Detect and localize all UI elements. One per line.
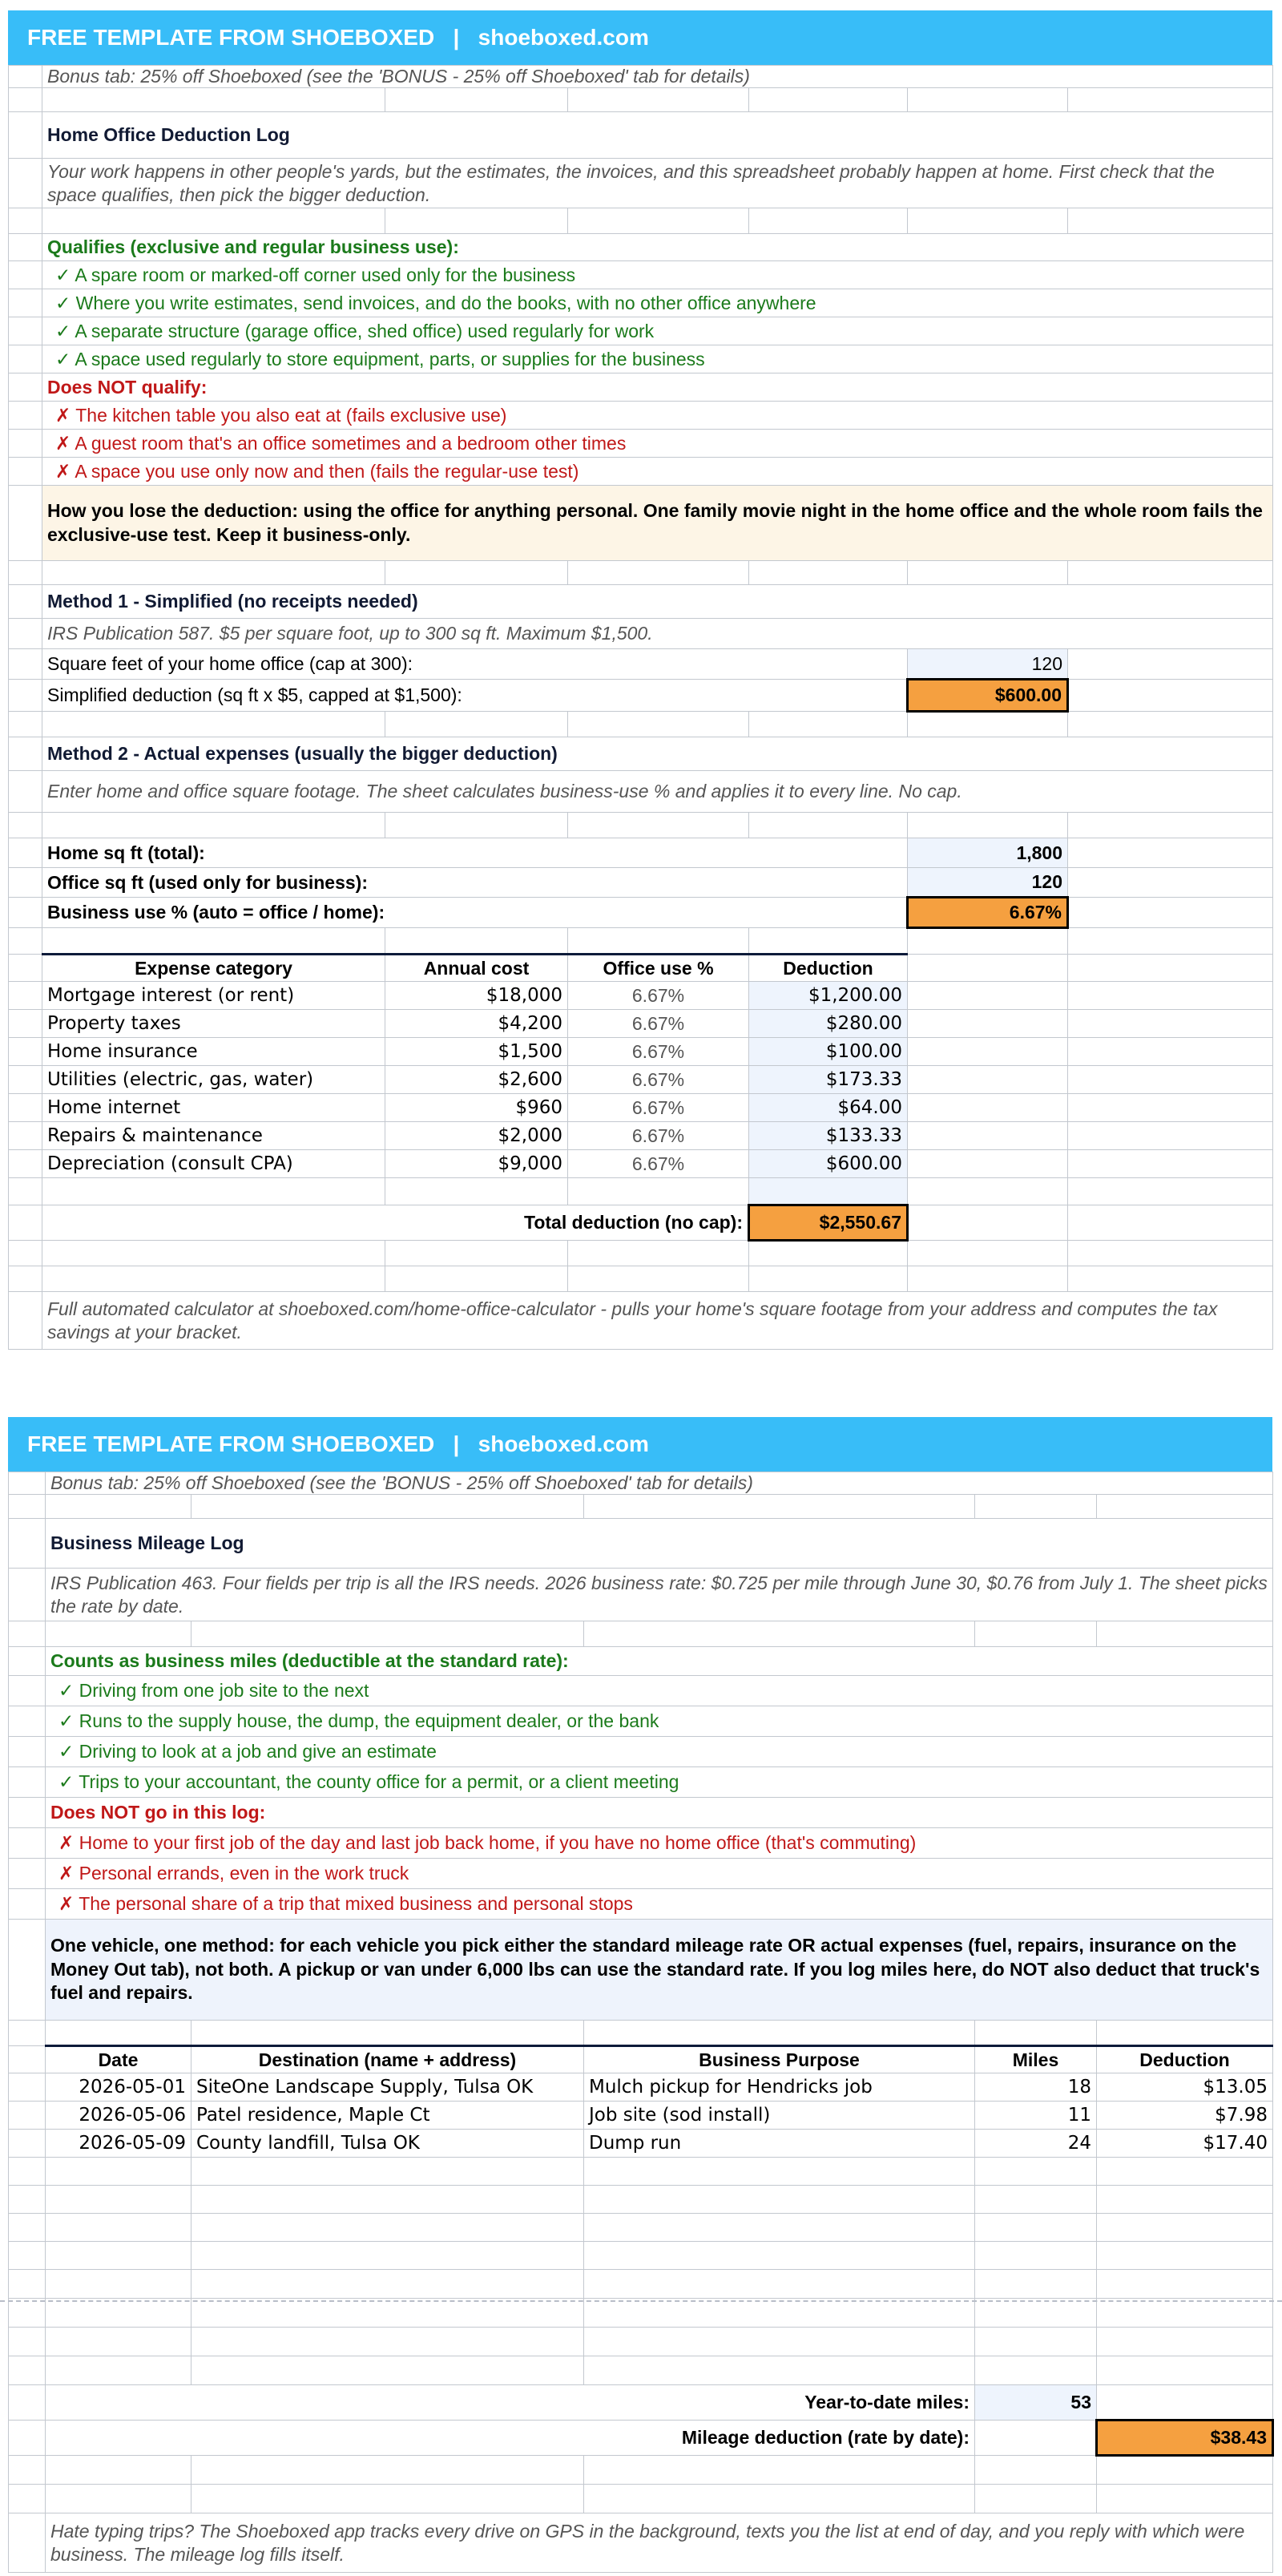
page-title: Business Mileage Log <box>46 1519 1273 1569</box>
office-use-percent: 6.67% <box>568 1122 749 1150</box>
column-header: Date <box>46 2046 191 2073</box>
ytd-miles-label: Year-to-date miles: <box>46 2385 975 2421</box>
trip-deduction: $7.98 <box>1097 2102 1273 2130</box>
table-row <box>9 1094 1273 1122</box>
home-sqft-label: Home sq ft (total): <box>42 838 908 868</box>
trip-purpose[interactable]: Mulch pickup for Hendricks job <box>584 2073 975 2102</box>
not-counts-item: ✗ Home to your first job of the day and last job back home, if you have no home office (that's commuting) <box>46 1828 1273 1859</box>
column-header: Business Purpose <box>584 2046 975 2073</box>
sqft-label: Square feet of your home office (cap at 300): <box>42 649 908 680</box>
counts-item: ✓ Driving from one job site to the next <box>46 1676 1273 1706</box>
trip-destination[interactable]: County landfill, Tulsa OK <box>191 2130 584 2158</box>
annual-cost[interactable]: $9,000 <box>385 1150 568 1178</box>
expense-deduction: $133.33 <box>749 1122 908 1150</box>
page-title: Home Office Deduction Log <box>42 112 1273 159</box>
counts-item: ✓ Runs to the supply house, the dump, the equipment dealer, or the bank <box>46 1706 1273 1737</box>
office-use-percent: 6.67% <box>568 1150 749 1178</box>
expense-category[interactable]: Home insurance <box>42 1038 385 1066</box>
not-qualify-item: ✗ A space you use only now and then (fails the regular-use test) <box>42 458 1273 486</box>
ytd-miles-value: 53 <box>975 2385 1097 2421</box>
method2-note: Enter home and office square footage. The sheet calculates business-use % and applies it to every line. No cap. <box>42 771 1273 813</box>
annual-cost[interactable]: $960 <box>385 1094 568 1122</box>
trip-miles[interactable]: 11 <box>975 2102 1097 2130</box>
column-header: Expense category <box>42 955 385 982</box>
trip-purpose[interactable]: Dump run <box>584 2130 975 2158</box>
business-use-percent: 6.67% <box>908 898 1068 928</box>
intro-text: IRS Publication 463. Four fields per trip is all the IRS needs. 2026 business rate: $0.725 per mile through June 30, $0.76 from July 1. The sheet picks the rate by date. <box>46 1569 1273 1621</box>
template-banner: FREE TEMPLATE FROM SHOEBOXED | shoeboxed.com <box>8 10 1272 65</box>
mileage-deduction-label: Mileage deduction (rate by date): <box>46 2421 975 2456</box>
trip-destination[interactable]: SiteOne Landscape Supply, Tulsa OK <box>191 2073 584 2102</box>
office-sqft-label: Office sq ft (used only for business): <box>42 868 908 898</box>
expense-deduction: $1,200.00 <box>749 982 908 1010</box>
home-office-sheet <box>8 10 1272 1350</box>
annual-cost[interactable]: $2,600 <box>385 1066 568 1094</box>
business-use-label: Business use % (auto = office / home): <box>42 898 908 928</box>
home-office-grid <box>8 65 1273 1350</box>
footer-note: Hate typing trips? The Shoeboxed app tracks every drive on GPS in the background, texts you the list at end of day, and you reply with which were business. The mileage log fills itself. <box>46 2513 1273 2573</box>
trip-miles[interactable]: 24 <box>975 2130 1097 2158</box>
method1-note: IRS Publication 587. $5 per square foot, up to 300 sq ft. Maximum $1,500. <box>42 619 1273 649</box>
trip-deduction: $13.05 <box>1097 2073 1273 2102</box>
office-use-percent: 6.67% <box>568 982 749 1010</box>
expense-deduction: $64.00 <box>749 1094 908 1122</box>
table-row <box>9 1150 1273 1178</box>
expense-category[interactable]: Mortgage interest (or rent) <box>42 982 385 1010</box>
footer-note: Full automated calculator at shoeboxed.com/home-office-calculator - pulls your home's square footage from your address and computes the tax savings at your bracket. <box>42 1292 1273 1350</box>
total-deduction-value: $2,550.67 <box>749 1205 908 1241</box>
table-row <box>9 2073 1273 2102</box>
mileage-table-header <box>9 2046 1273 2073</box>
trip-date[interactable]: 2026-05-06 <box>46 2102 191 2130</box>
annual-cost[interactable]: $2,000 <box>385 1122 568 1150</box>
method2-heading: Method 2 - Actual expenses (usually the bigger deduction) <box>42 737 1273 771</box>
office-use-percent: 6.67% <box>568 1066 749 1094</box>
column-header: Destination (name + address) <box>191 2046 584 2073</box>
mileage-grid <box>8 1472 1274 2573</box>
table-row <box>9 1122 1273 1150</box>
expense-deduction: $100.00 <box>749 1038 908 1066</box>
annual-cost[interactable]: $4,200 <box>385 1010 568 1038</box>
not-qualify-item: ✗ A guest room that's an office sometimes and a bedroom other times <box>42 430 1273 458</box>
trip-date[interactable]: 2026-05-01 <box>46 2073 191 2102</box>
counts-heading: Counts as business miles (deductible at the standard rate): <box>46 1647 1273 1676</box>
column-header: Deduction <box>749 955 908 982</box>
expense-category[interactable]: Utilities (electric, gas, water) <box>42 1066 385 1094</box>
office-sqft-input[interactable]: 120 <box>908 868 1068 898</box>
office-sqft-input[interactable]: 120 <box>908 649 1068 680</box>
trip-deduction: $17.40 <box>1097 2130 1273 2158</box>
not-counts-item: ✗ The personal share of a trip that mixed business and personal stops <box>46 1889 1273 1920</box>
counts-item: ✓ Trips to your accountant, the county office for a permit, or a client meeting <box>46 1767 1273 1798</box>
column-header: Annual cost <box>385 955 568 982</box>
trip-date[interactable]: 2026-05-09 <box>46 2130 191 2158</box>
qualifies-item: ✓ A spare room or marked-off corner used only for the business <box>42 261 1273 289</box>
annual-cost[interactable]: $1,500 <box>385 1038 568 1066</box>
intro-text: Your work happens in other people's yards, but the estimates, the invoices, and this spreadsheet probably happen at home. First check that the space qualifies, then pick the bigger deduction. <box>42 159 1273 208</box>
expense-category[interactable]: Depreciation (consult CPA) <box>42 1150 385 1178</box>
qualifies-heading: Qualifies (exclusive and regular business use): <box>42 234 1273 261</box>
column-header: Deduction <box>1097 2046 1273 2073</box>
office-use-percent: 6.67% <box>568 1094 749 1122</box>
office-use-percent: 6.67% <box>568 1010 749 1038</box>
expense-deduction: $173.33 <box>749 1066 908 1094</box>
mileage-deduction-value: $38.43 <box>1097 2421 1273 2456</box>
not-qualify-item: ✗ The kitchen table you also eat at (fails exclusive use) <box>42 402 1273 430</box>
bonus-note: Bonus tab: 25% off Shoeboxed (see the 'BONUS - 25% off Shoeboxed' tab for details) <box>46 1472 1273 1495</box>
warning-box: One vehicle, one method: for each vehicle you pick either the standard mileage rate OR actual expenses (fuel, repairs, insurance on the Money Out tab), not both. A pickup or van under 6,000 lbs can use the standard rate. If you log miles here, do NOT also deduct that truck's fuel and repairs. <box>46 1920 1273 2021</box>
page-break-divider <box>0 2300 1282 2302</box>
home-sqft-input[interactable]: 1,800 <box>908 838 1068 868</box>
trip-miles[interactable]: 18 <box>975 2073 1097 2102</box>
counts-item: ✓ Driving to look at a job and give an estimate <box>46 1737 1273 1767</box>
total-deduction-label: Total deduction (no cap): <box>42 1205 749 1241</box>
template-banner: FREE TEMPLATE FROM SHOEBOXED | shoeboxed.com <box>8 1417 1272 1472</box>
qualifies-item: ✓ A space used regularly to store equipment, parts, or supplies for the business <box>42 345 1273 373</box>
simplified-ded-label: Simplified deduction (sq ft x $5, capped at $1,500): <box>42 680 908 712</box>
office-use-percent: 6.67% <box>568 1038 749 1066</box>
qualifies-item: ✓ Where you write estimates, send invoices, and do the books, with no other office anywhere <box>42 289 1273 317</box>
expense-category[interactable]: Repairs & maintenance <box>42 1122 385 1150</box>
not-qualify-heading: Does NOT qualify: <box>42 373 1273 402</box>
expense-deduction: $280.00 <box>749 1010 908 1038</box>
expense-table-header <box>9 955 1273 982</box>
expense-category[interactable]: Property taxes <box>42 1010 385 1038</box>
column-header: Miles <box>975 2046 1097 2073</box>
simplified-deduction-value: $600.00 <box>908 680 1068 712</box>
method1-heading: Method 1 - Simplified (no receipts needed) <box>42 585 1273 619</box>
annual-cost[interactable]: $18,000 <box>385 982 568 1010</box>
column-header: Office use % <box>568 955 749 982</box>
not-counts-item: ✗ Personal errands, even in the work truck <box>46 1859 1273 1889</box>
expense-deduction: $600.00 <box>749 1150 908 1178</box>
table-row <box>9 1066 1273 1094</box>
trip-purpose[interactable]: Job site (sod install) <box>584 2102 975 2130</box>
not-counts-heading: Does NOT go in this log: <box>46 1798 1273 1828</box>
table-row <box>9 1038 1273 1066</box>
table-row <box>9 2102 1273 2130</box>
mileage-sheet <box>8 1417 1272 2573</box>
table-row <box>9 1010 1273 1038</box>
bonus-note: Bonus tab: 25% off Shoeboxed (see the 'BONUS - 25% off Shoeboxed' tab for details) <box>42 66 1273 88</box>
table-row <box>9 982 1273 1010</box>
qualifies-item: ✓ A separate structure (garage office, shed office) used regularly for work <box>42 317 1273 345</box>
table-row <box>9 2130 1273 2158</box>
trip-destination[interactable]: Patel residence, Maple Ct <box>191 2102 584 2130</box>
expense-category[interactable]: Home internet <box>42 1094 385 1122</box>
warning-box: How you lose the deduction: using the office for anything personal. One family movie night in the home office and the whole room fails the exclusive-use test. Keep it business-only. <box>42 486 1273 561</box>
